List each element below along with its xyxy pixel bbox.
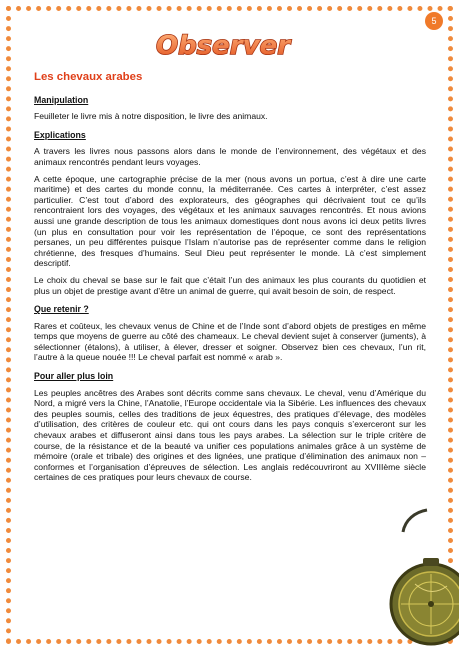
explications-paragraph-2: A cette époque, une cartographie précise de la mer (nous avons un portua, c’est à dire une carte maritime) et des cartes du monde connu, la méditerranée. Ces cartes à interpréter, c’est assez particulier. C’est tout d’abord des explorateurs, des géographes qui décrivaient tout ce qu’ils rencontraient lors des voyages, des végétaux et les animaux sauvages rencontrés. Et nous avions aussi une grande description de tous les animaux domestiques dont nous avons ici deux petits livres (un plus en consultation pour voir les représentation de l’époque, ce sont des représentations persanes, un peu différentes puisque l’Islam n’autorise pas de représenter comme dans le religion chrétienne, des fresques d’humains. Seul Dieu peut représenter le monde. Là c’est simplement descriptif. — [34, 173, 426, 269]
main-content — [34, 68, 426, 491]
plus-loin-text: Les peuples ancêtres des Arabes sont décrits comme sans chevaux. Le cheval, venu d’Amérique du Nord, a migré vers la Chine, l’Anatolie, l’Europe occidentale via la Sibérie. Les influences des chevaux des peuples soumis, celles des traditions de jeux équestres, des pratiques d’élevage, des modèles d’utilisation, des critères de couleur etc. qui ont cours dans les pays conquis s’exerceront sur les chevaux arabes et diffuseront ainsi dans tous les pays arabes. La sélection sur le triple critère de course, de la résistance et de la beauté va unifier ces populations animales grâce à un système de mémoire (orale et tribale) des origines et des lignées, une pratique d’élimination des animaux non –conformes et l’organisation d’épreuves de sélection. Les anglais redécouvriront au XVIIIème siècle certaines de ces pratiques pour leurs chevaux de course. — [34, 387, 426, 483]
page-number: 5 — [425, 12, 443, 30]
svg-text:Observer: Observer — [155, 31, 291, 61]
manipulation-block — [34, 95, 426, 122]
explications-paragraph-3: Le choix du cheval se base sur le fait que c’était l’un des animaux les plus courants du quotidien et plus un objet de prestige avant d’être un animal de guerre, qui avait besoin de soin, de respect. — [34, 274, 426, 296]
plus-loin-block — [34, 371, 426, 483]
plus-loin-heading: Pour aller plus loin — [34, 371, 114, 382]
explications-paragraph-1: A travers les livres nous passons alors dans le monde de l’environnement, des végétaux et des animaux rencontrés pendant leurs voyages. — [34, 146, 426, 167]
retenir-heading: Que retenir ? — [34, 304, 89, 315]
observer-logo — [155, 28, 291, 62]
observer-logo-graphic — [155, 28, 291, 62]
astrolabe-image — [375, 506, 455, 646]
manipulation-heading: Manipulation — [34, 94, 89, 105]
retenir-text: Rares et coûteux, les chevaux venus de Chine et de l’Inde sont d’abord objets de prestiges en même temps que moyens de guerre au côté des chameaux. Le cheval devient sujet à conserver (juments), à sélectionner (étalons), à utiliser, à élever, dresser et soigner. Observez bien ces chevaux, l’un rit, l’autre à la queue nouée !!! Le cheval parfait est nommé « arab ». — [34, 320, 426, 363]
manipulation-text: Feuilleter le livre mis à notre disposition, le livre des animaux. — [34, 111, 268, 122]
explications-heading: Explications — [34, 129, 86, 140]
section-title: Les chevaux arabes — [34, 71, 143, 83]
explications-block — [34, 130, 426, 296]
retenir-block — [34, 304, 426, 363]
